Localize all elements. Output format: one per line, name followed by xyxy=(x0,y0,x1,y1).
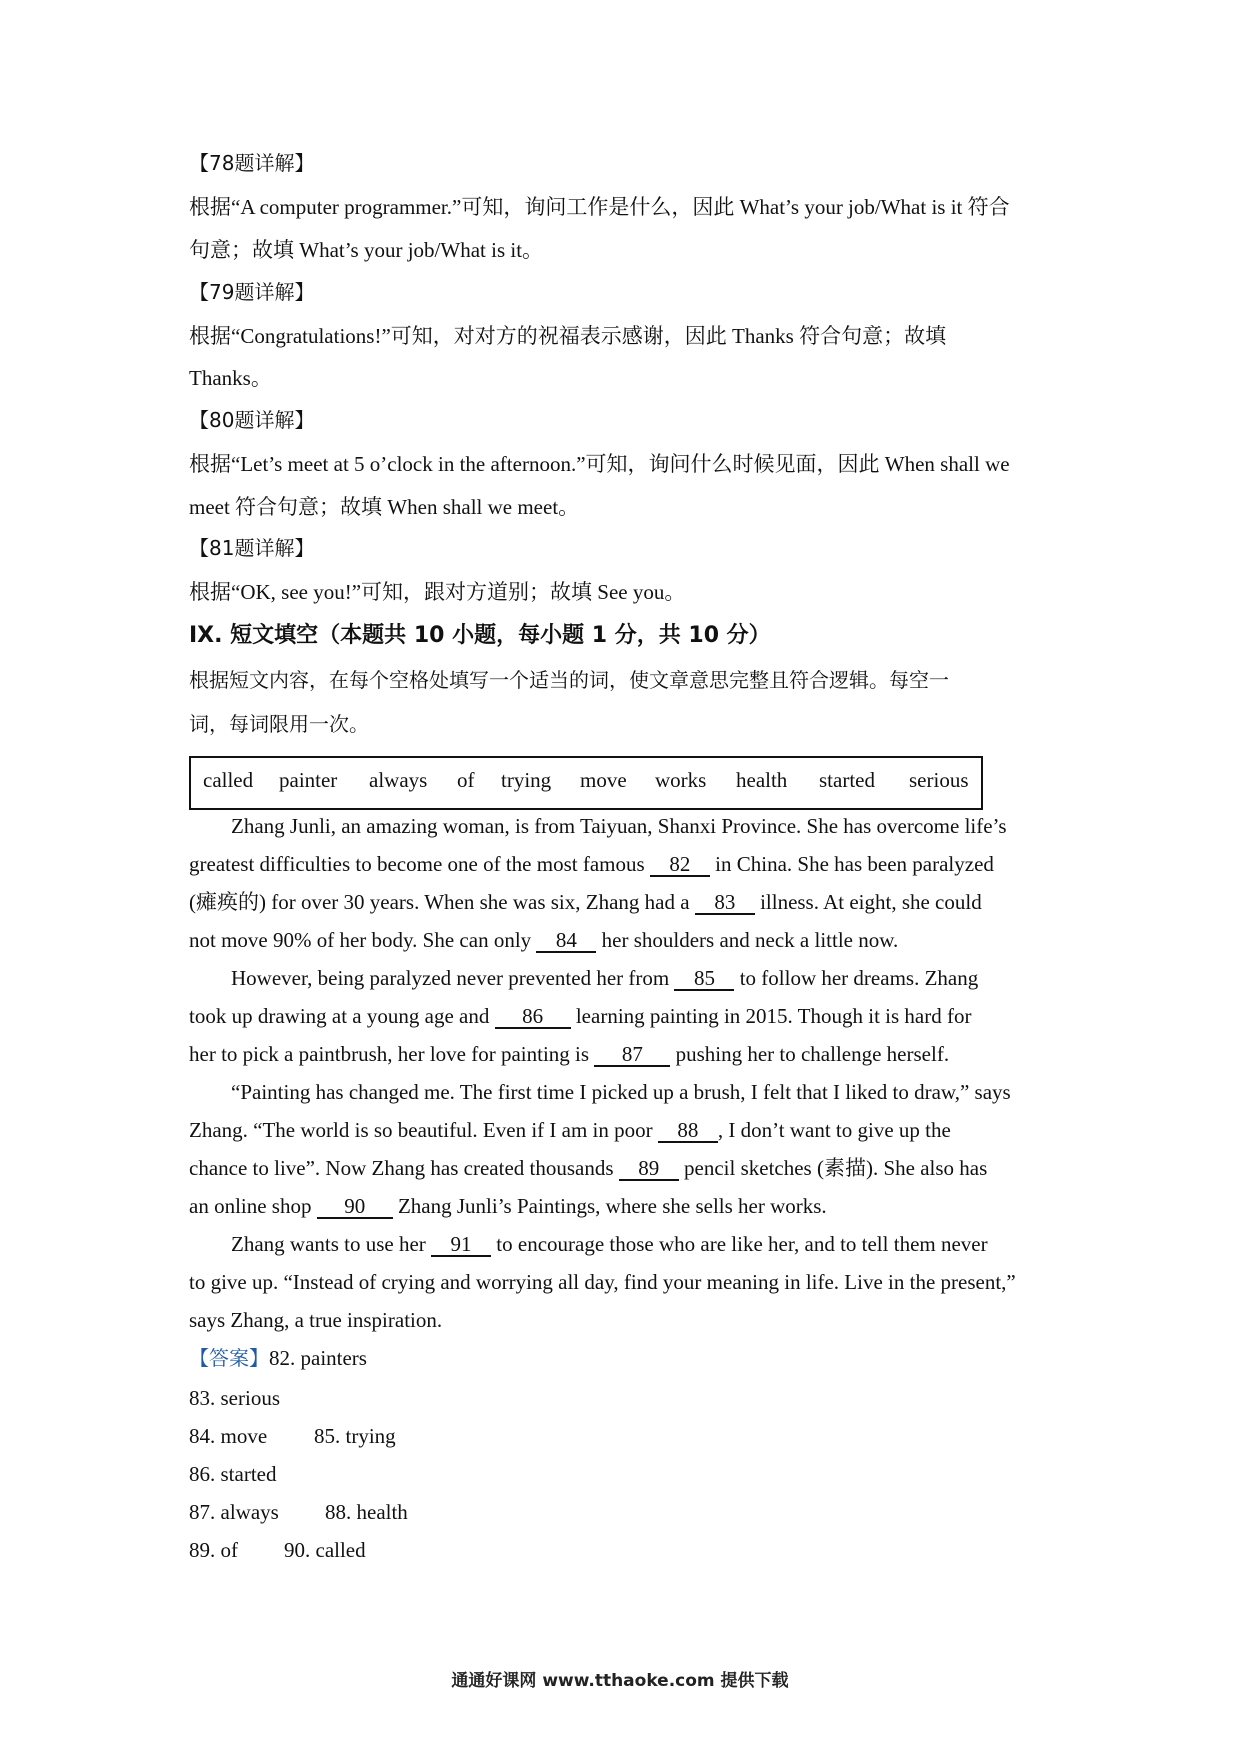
explanation-80-heading: 【80题详解】 xyxy=(189,408,315,432)
blank-85: 85 xyxy=(674,967,734,991)
word-bank xyxy=(189,756,983,810)
passage-line: Zhang Junli, an amazing woman, is from Taiyuan, Shanxi Province. She has overcome life’s xyxy=(231,814,1007,838)
answer-83: 83. serious xyxy=(189,1386,280,1410)
blank-82: 82 xyxy=(650,853,710,877)
explanation-79-line-2: Thanks。 xyxy=(189,366,272,390)
blank-88: 88 xyxy=(658,1119,718,1143)
explanation-78-line-2: 句意；故填 What’s your job/What is it。 xyxy=(189,238,544,262)
word-bank-item: move xyxy=(580,768,627,792)
blank-84: 84 xyxy=(536,929,596,953)
blank-86: 86 xyxy=(495,1005,571,1029)
blank-83: 83 xyxy=(695,891,755,915)
blank-89: 89 xyxy=(619,1157,679,1181)
explanation-81-heading: 【81题详解】 xyxy=(189,536,315,560)
answer-88: 88. health xyxy=(325,1500,408,1524)
answer-86: 86. started xyxy=(189,1462,277,1486)
word-bank-item: called xyxy=(203,768,254,792)
section-title: IX. 短文填空（本题共 10 小题，每小题 1 分，共 10 分） xyxy=(189,623,771,648)
answer-90: 90. called xyxy=(284,1538,366,1562)
answer-87: 87. always xyxy=(189,1500,279,1524)
word-bank-item: works xyxy=(655,768,707,792)
passage-line: Zhang. “The world is so beautiful. Even if I am in poor 88 , I don’t want to give up the xyxy=(189,1118,951,1142)
explanation-80-line-1: 根据“Let’s meet at 5 o’clock in the afternoon.”可知，询问什么时候见面，因此 When shall we xyxy=(189,452,1010,476)
answer-84: 84. move xyxy=(189,1424,268,1448)
passage-line: her to pick a paintbrush, her love for painting is 87 pushing her to challenge herself. xyxy=(189,1042,950,1066)
passage-line: an online shop 90 Zhang Junli’s Paintings, where she sells her works. xyxy=(189,1194,827,1218)
passage-line: chance to live”. Now Zhang has created thousands 89 pencil sketches (素描). She also has xyxy=(189,1156,988,1180)
passage-line: “Painting has changed me. The first time I picked up a brush, I felt that I liked to draw,” says xyxy=(231,1080,1011,1104)
explanation-78-line-1: 根据“A computer programmer.”可知，询问工作是什么，因此 What’s your job/What is it 符合 xyxy=(189,195,1010,219)
passage-line: greatest difficulties to become one of the most famous 82 in China. She has been paralyzed xyxy=(189,852,994,876)
blank-90: 90 xyxy=(317,1195,393,1219)
explanation-81-line-1: 根据“OK, see you!”可知，跟对方道别；故填 See you。 xyxy=(189,580,686,604)
answer-85: 85. trying xyxy=(314,1424,396,1448)
answer-tag: 【答案】 xyxy=(189,1346,269,1370)
word-bank-item: serious xyxy=(909,768,969,792)
blank-87: 87 xyxy=(594,1043,670,1067)
word-bank-item: health xyxy=(736,768,788,792)
answer-line xyxy=(189,1422,396,1450)
word-bank-item: always xyxy=(369,768,428,792)
passage-line: not move 90% of her body. She can only 84 her shoulders and neck a little now. xyxy=(189,928,899,952)
explanation-79-heading: 【79题详解】 xyxy=(189,280,315,304)
explanation-80-line-2: meet 符合句意；故填 When shall we meet。 xyxy=(189,495,580,519)
passage-line: says Zhang, a true inspiration. xyxy=(189,1308,443,1332)
word-bank-item: of xyxy=(457,768,475,792)
word-bank-item: painter xyxy=(279,768,338,792)
answer-82: 82. painters xyxy=(269,1346,367,1370)
passage-line: (瘫痪的) for over 30 years. When she was six, Zhang had a 83 illness. At eight, she could xyxy=(189,890,982,914)
page-footer: 通通好课网 www.tthaoke.com 提供下载 xyxy=(451,1671,789,1691)
passage-line: took up drawing at a young age and 86 learning painting in 2015. Though it is hard for xyxy=(189,1004,972,1028)
passage-line: However, being paralyzed never prevented her from 85 to follow her dreams. Zhang xyxy=(231,966,979,990)
section-instructions-2: 词，每词限用一次。 xyxy=(189,712,369,736)
word-bank-item: started xyxy=(819,768,875,792)
section-instructions-1: 根据短文内容，在每个空格处填写一个适当的词，使文章意思完整且符合逻辑。每空一 xyxy=(189,668,949,692)
answer-line xyxy=(189,1536,366,1564)
explanation-79-line-1: 根据“Congratulations!”可知，对对方的祝福表示感谢，因此 Thanks 符合句意；故填 xyxy=(189,324,947,348)
answer-89: 89. of xyxy=(189,1538,238,1562)
answer-line xyxy=(189,1498,408,1526)
blank-91: 91 xyxy=(431,1233,491,1257)
passage-line: to give up. “Instead of crying and worrying all day, find your meaning in life. Live in the present,” xyxy=(189,1270,1016,1294)
word-bank-item: trying xyxy=(501,768,552,792)
answer-line xyxy=(189,1344,367,1372)
explanation-78-heading: 【78题详解】 xyxy=(189,151,315,175)
passage-line: Zhang wants to use her 91 to encourage those who are like her, and to tell them never xyxy=(231,1232,988,1256)
